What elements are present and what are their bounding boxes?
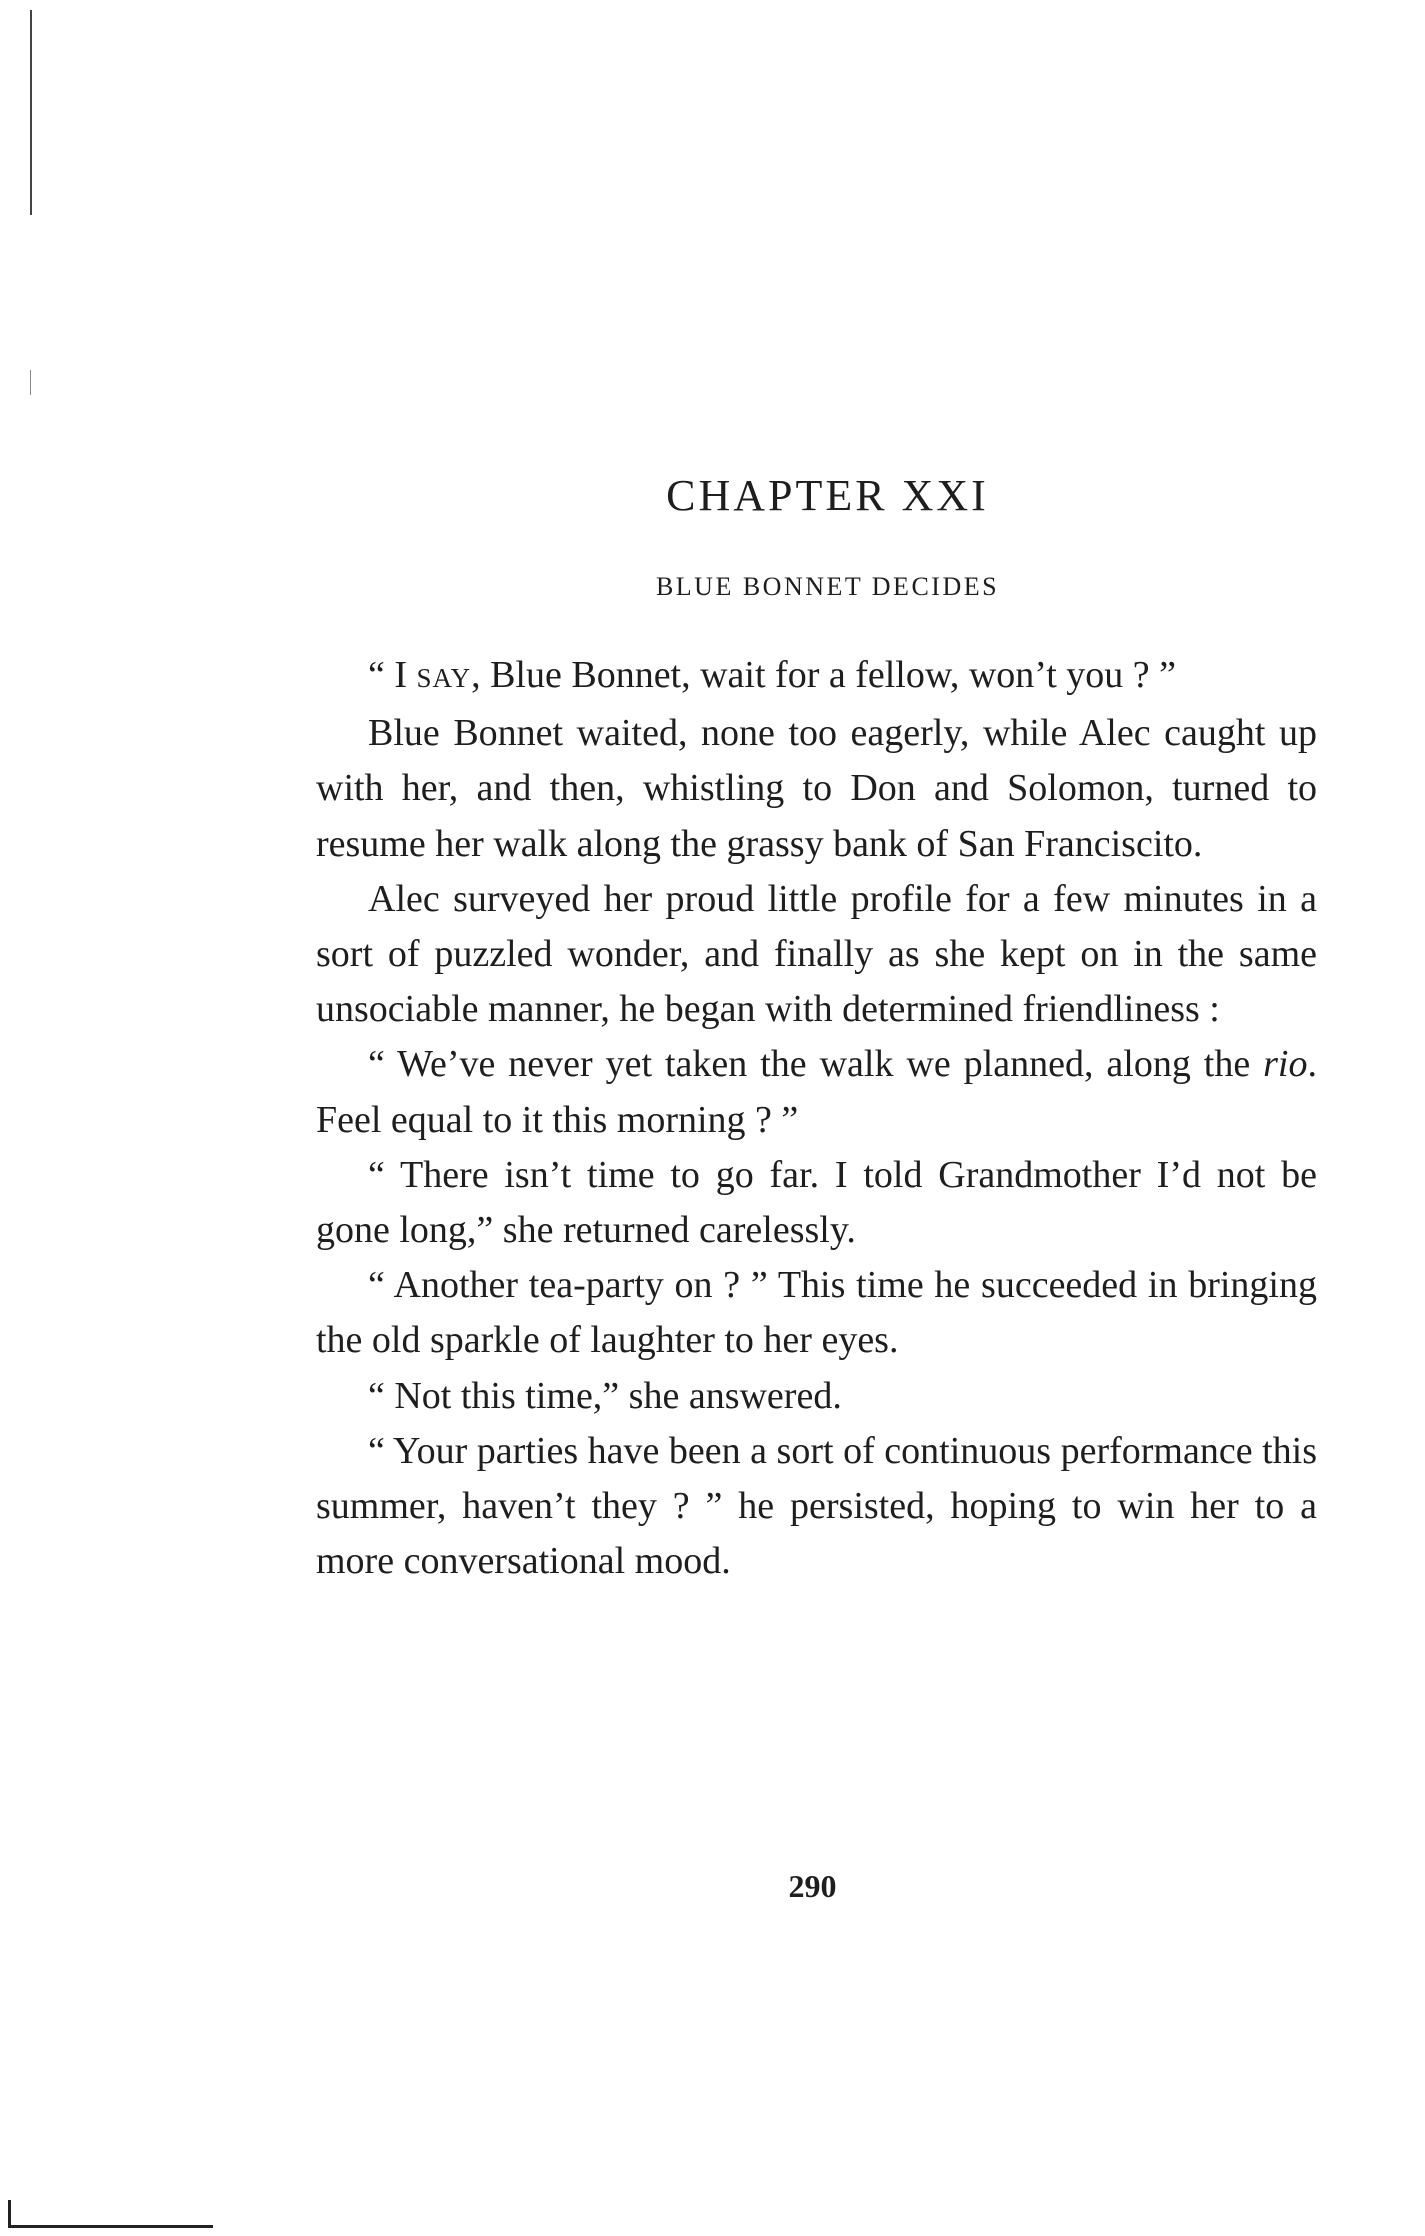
paragraph-5: “ There isn’t time to go far. I told Grandmother I’d not be gone long,” she returned carelessly.	[316, 1153, 1317, 1252]
paragraph-1	[316, 648, 1317, 706]
scan-corner-mark-vertical	[8, 2200, 11, 2227]
paragraph-1-rest: , Blue Bonnet, wait for a fellow, won’t you ? ”	[471, 654, 1177, 696]
chapter-title: BLUE BONNET DECIDES	[655, 572, 1000, 601]
paragraph-3: Alec surveyed her proud little profile for a few minutes in a sort of puzzled wonder, and finally as she kept on in the same unsociable manner, he began with determined friendliness :	[316, 877, 1317, 1031]
paragraph-6: “ Another tea-party on ? ” This time he succeeded in bringing the old sparkle of laughter to her eyes.	[316, 1264, 1317, 1362]
scan-edge-mark-left	[30, 370, 31, 395]
scan-edge-mark-top-left	[30, 10, 32, 215]
paragraph-4-end: . Feel equal to it this morning ? ”	[316, 1043, 1317, 1141]
chapter-body	[316, 648, 1317, 1589]
scan-corner-mark-bottom	[8, 2225, 213, 2228]
paragraph-7: “ Not this time,” she answered.	[368, 1374, 842, 1417]
opening-quote: “ I	[368, 654, 417, 696]
small-caps-word: SAY	[416, 663, 472, 693]
italic-word: rio	[1263, 1043, 1308, 1086]
paragraph-8: “ Your parties have been a sort of continuous performance this summer, haven’t they ? ” he persisted, hoping to win her to a more conversational mood.	[316, 1429, 1317, 1583]
chapter-heading: CHAPTER XXI	[666, 471, 989, 520]
paragraph-4	[316, 1037, 1317, 1147]
paragraph-2: Blue Bonnet waited, none too eagerly, while Alec caught up with her, and then, whistling to Don and Solomon, turned to resume her walk along the grassy bank of San Franciscito.	[316, 712, 1317, 865]
paragraph-4-start: “ We’ve never yet taken the walk we planned, along the	[368, 1043, 1264, 1086]
page-number: 290	[788, 1868, 837, 1904]
